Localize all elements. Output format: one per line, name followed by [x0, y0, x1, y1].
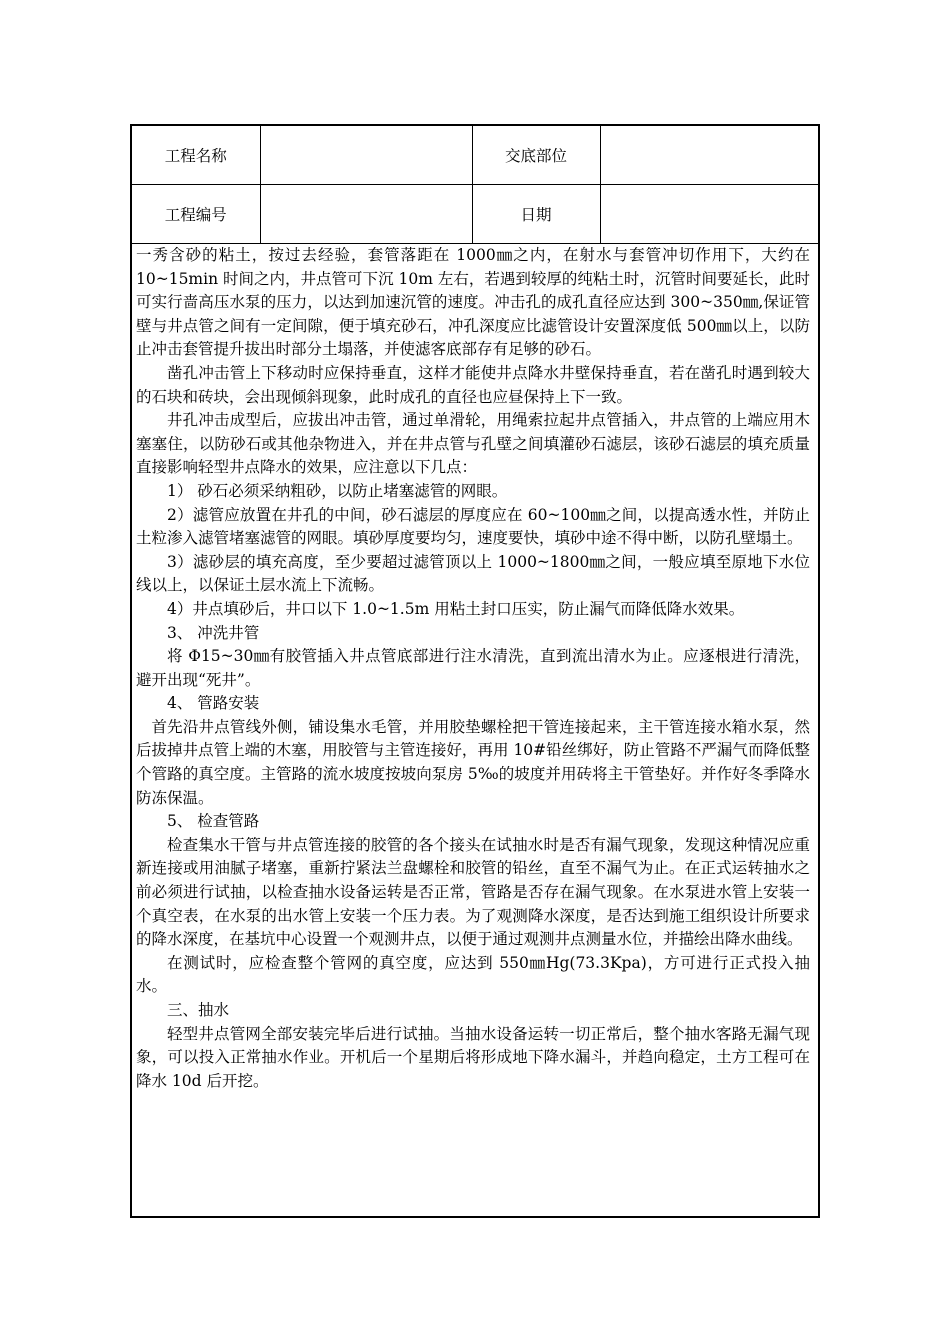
handover-part-label: 交底部位 — [472, 126, 600, 185]
handover-part-field[interactable] — [600, 126, 818, 185]
date-label: 日期 — [472, 185, 600, 244]
project-name-field[interactable] — [260, 126, 472, 185]
paragraph: 首先沿井点管线外侧，铺设集水毛管，并用胶垫螺栓把干管连接起来，主干管连接水箱水泵，然后拔掉井点管上端的木塞，用胶管与主管连接好，再用 10#铅丝绑好，防止管路不严漏气而降低整个管路的真空度。主管路的流水坡度按坡向泵房 5‰的坡度并用砖将主干管垫好。并作好冬季降水防冻保温。 — [136, 717, 810, 807]
section-heading: 3、 冲洗井管 — [167, 623, 260, 642]
paragraph: 轻型井点管网全部安装完毕后进行试抽。当抽水设备运转一切正常后，整个抽水客路无漏气现象，可以投入正常抽水作业。开机后一个星期后将形成地下降水漏斗，并趋向稳定，土方工程可在降水 10d 后开挖。 — [136, 1024, 810, 1090]
section-heading: 5、 检查管路 — [167, 812, 260, 831]
project-no-field[interactable] — [260, 185, 472, 244]
handover-form — [130, 124, 820, 1218]
paragraph: 检查集水干管与井点管连接的胶管的各个接头在试抽水时是否有漏气现象，发现这种情况应重新连接或用油腻子堵塞，重新拧紧法兰盘螺栓和胶管的铅丝，直至不漏气为止。在正式运转抽水之前必须进行试抽，以检查抽水设备运转是否正常，管路是否存在漏气现象。在水泵进水管上安装一个真空表，在水泵的出水管上安装一个压力表。为了观测降水深度，是否达到施工组织设计所要求的降水深度，在基坑中心设置一个观测井点，以便于通过观测井点测量水位，并描绘出降水曲线。 — [136, 835, 810, 949]
header-row-1 — [132, 126, 818, 185]
project-no-label: 工程编号 — [132, 185, 260, 244]
handover-content — [132, 244, 818, 1093]
date-field[interactable] — [600, 185, 818, 244]
list-item: 2）滤管应放置在井孔的中间，砂石滤层的厚度应在 60~100㎜之间，以提高透水性，并防止土粒渗入滤管堵塞滤管的网眼。填砂厚度要均匀，速度要快，填砂中途不得中断，以防孔壁塌土。 — [136, 505, 810, 548]
list-item: 3）滤砂层的填充高度，至少要超过滤管顶以上 1000~1800㎜之间，一般应填至原地下水位线以上，以保证土层水流上下流畅。 — [136, 552, 810, 595]
paragraph: 凿孔冲击管上下移动时应保持垂直，这样才能使井点降水井壁保持垂直，若在凿孔时遇到较大的石块和砖块，会出现倾斜现象，此时成孔的直径也应昼保持上下一致。 — [136, 363, 810, 406]
section-heading: 三、抽水 — [167, 1001, 230, 1019]
list-item: 4）井点填砂后，井口以下 1.0~1.5m 用粘土封口压实，防止漏气而降低降水效果。 — [167, 599, 745, 618]
paragraph: 在测试时，应检查整个管网的真空度，应达到 550㎜Hg(73.3Kpa)，方可进行正式投入抽水。 — [136, 953, 810, 996]
paragraph: 井孔冲击成型后，应拔出冲击管，通过单滑轮，用绳索拉起井点管插入，井点管的上端应用木塞塞住，以防砂石或其他杂物进入，并在井点管与孔壁之间填灌砂石滤层，该砂石滤层的填充质量直接影响轻型井点降水的效果，应注意以下几点： — [136, 411, 810, 477]
paragraph: 一秀含砂的粘土，按过去经验，套管落距在 1000㎜之内，在射水与套管冲切作用下，大约在 10~15min 时间之内，井点管可下沉 10m 左右，若遇到较厚的纯粘土时，沉管时间要延长，此时可实行啬高压水泵的压力，以达到加速沉管的速度。冲击孔的成孔直径应达到 300~350㎜,保证管壁与井点管之间有一定间隙，便于填充砂石，冲孔深度应比滤管设计安置深度低 500㎜以上，以防止冲击套管提升拔出时部分土塌落，并使滤客底部存有足够的砂石。 — [136, 246, 810, 359]
section-heading: 4、 管路安装 — [167, 694, 260, 713]
paragraph: 将 Φ15~30㎜有胶管插入井点管底部进行注水清洗，直到流出清水为止。应逐根进行清洗，避开出现“死井”。 — [136, 647, 810, 689]
project-name-label: 工程名称 — [132, 126, 260, 185]
header-row-2 — [132, 185, 818, 244]
list-item: 1） 砂石必须采纳粗砂，以防止堵塞滤管的网眼。 — [167, 481, 508, 500]
form-header-table — [132, 126, 818, 244]
